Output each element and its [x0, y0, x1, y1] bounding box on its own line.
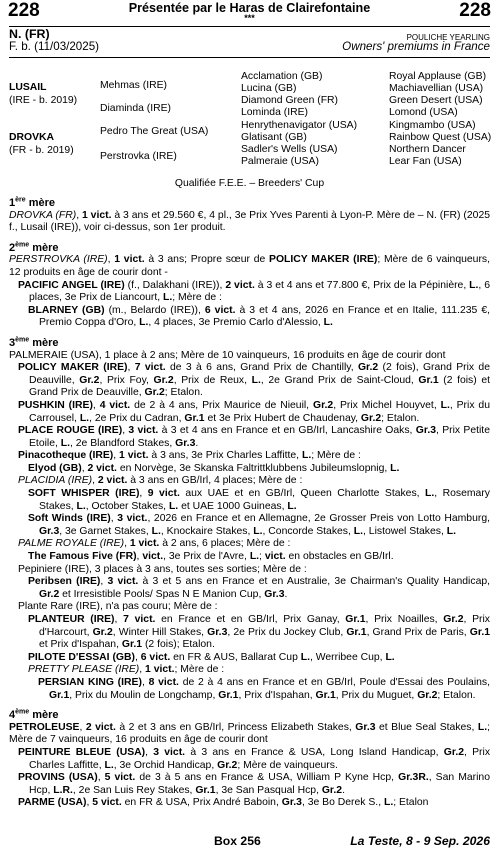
sire-info: (IRE - b. 2019) — [9, 95, 78, 106]
box-number: Box 256 — [214, 834, 261, 848]
ancestor-gen3: Glatisant (GB) — [241, 132, 307, 143]
produce-entry: Plante Rare (IRE), n'a pas couru; Mère de : — [18, 601, 218, 613]
horse-category: POULICHE YEARLING — [406, 33, 490, 42]
ancestor-gen4: Kingmambo (USA) — [389, 120, 476, 131]
grandparent: Mehmas (IRE) — [100, 80, 167, 91]
owners-premiums: Owners' premiums in France — [342, 40, 490, 53]
section-heading-1: 1ère mère — [9, 196, 55, 209]
fourth-dam-entry: PETROLEUSE, 2 vict. à 2 et 3 ans en GB/Irl, Princess Elizabeth Stakes, Gr.3 et Blue Seal Stakes, L.; Mère de 7 vainqueurs, 16 produits en âge de courir dont — [9, 721, 490, 746]
qualification: Qualifiée F.E.E. – Breeders' Cup — [174, 178, 325, 189]
ancestor-gen3: Lominda (IRE) — [241, 107, 308, 118]
produce-entry: PALME ROYALE (IRE), 1 vict. à 2 ans, 6 places; Mère de : — [18, 538, 291, 550]
third-dam-entry: PALMERAIE (USA), 1 place à 2 ans; Mère de 10 vainqueurs, 16 produits en âge de courir dont — [9, 349, 446, 361]
grandparent: Perstrovka (IRE) — [100, 151, 177, 162]
horse-name: N. (FR) — [9, 27, 50, 41]
ancestor-gen4: Royal Applause (GB) — [389, 71, 487, 82]
top-rule — [9, 26, 490, 27]
dam-info: (FR - b. 2019) — [9, 145, 74, 156]
ancestor-gen3: Sadler's Wells (USA) — [241, 144, 338, 155]
grandparent: Diaminda (IRE) — [100, 103, 172, 114]
produce-entry: PEINTURE BLEUE (USA), 3 vict. à 3 ans en France & USA, Long Island Handicap, Gr.2, Prix Charles Laffitte, L., 3e Orchid Handicap, Gr.2; Mère de vainqueurs. — [18, 746, 491, 771]
produce-entry: Pepiniere (IRE), 3 places à 3 ans, toutes ses sorties; Mère de : — [18, 563, 307, 575]
produce-entry: PUSHKIN (IRE), 4 vict. de 2 à 4 ans, Prix Maurice de Nieuil, Gr.2, Prix Michel Houyvet, L., Prix du Carrousel, L., 2e Prix du Cadran, Gr.1 et 3e Prix Hubert de Chaudenay, Gr.2; Etalon. — [18, 399, 490, 424]
sale-place-date: La Teste, 8 - 9 Sep. 2026 — [350, 834, 490, 848]
stars: *** — [244, 13, 255, 23]
section-heading-4: 4ème mère — [9, 708, 59, 722]
produce-entry: Soft Winds (IRE), 3 vict., 2026 en France et en Allemagne, 2e Grosser Preis von Lotto Hamburg, Gr.3, 3e Garnet Stakes, L., Knockaire Stakes, L., Concorde Stakes, L., Listowel Stakes, L. — [28, 513, 490, 537]
presenter: Présentée par le Haras de Clairefontaine — [128, 1, 371, 15]
produce-entry: POLICY MAKER (IRE), 7 vict. de 3 à 6 ans, Grand Prix de Chantilly, Gr.2 (2 fois), Grand Prix de Deauville, Gr.2, Prix Foy, Gr.2, Prix de Reux, L., 2e Grand Prix de Saint-Cloud, Gr.1 (2 fois) et Grand Prix de Deauville, Gr.2; Etalon. — [18, 362, 490, 399]
produce-entry: Pinacotheque (IRE), 1 vict. à 3 ans, 3e Prix Charles Laffitte, L.; Mère de : — [18, 450, 361, 462]
ancestor-gen3: Palmeraie (USA) — [241, 156, 319, 167]
dam-entry: DROVKA (FR), 1 vict. à 3 ans et 29.560 €, 4 pl., 3e Prix Yves Parenti à Lyon-P. Mère de – N. (FR) (2025 f., Lusail (IRE)), voir ci-dessus, son 1er produit. — [9, 209, 490, 234]
ancestor-gen3: Diamond Green (FR) — [241, 95, 339, 106]
ancestor-gen3: Henrythenavigator (USA) — [241, 120, 358, 131]
section-heading-3: 3ème mère — [9, 336, 59, 349]
dam-name: DROVKA — [9, 132, 55, 143]
grandparent: Pedro The Great (USA) — [100, 126, 209, 137]
produce-entry: Peribsen (IRE), 3 vict. à 3 et 5 ans en France et en Australie, 3e Chairman's Quality Handicap, Gr.2 et Irresistible Pools/ Spas N E Manion Cup, Gr.3. — [28, 576, 491, 600]
second-dam-entry: PERSTROVKA (IRE), 1 vict. à 3 ans; Propre sœur de POLICY MAKER (IRE); Mère de 6 vainqueurs, 12 produits en âge de courir dont - — [9, 254, 490, 278]
produce-entry: SOFT WHISPER (IRE), 9 vict. aux UAE et en GB/Irl, Queen Charlotte Stakes, L., Rosemary Stakes, L., October Stakes, L. et UAE 1000 Guineas, L. — [28, 488, 490, 512]
produce-entry: PERSIAN KING (IRE), 8 vict. de 2 à 4 ans en France et en GB/Irl, Poule d'Essai des Poulains, Gr.1, Prix du Moulin de Longchamp, Gr.1, Prix d'Ispahan, Gr.1, Prix du Muguet, Gr.2; Etalon. — [38, 676, 491, 701]
ancestor-gen4: Machiavellian (USA) — [389, 83, 484, 94]
produce-entry: PRETTY PLEASE (IRE), 1 vict.; Mère de : — [28, 664, 225, 676]
section-heading-2: 2ème mère — [9, 241, 59, 254]
horse-birth: F. b. (11/03/2025) — [9, 40, 100, 53]
pedigree-table — [9, 71, 490, 171]
ancestor-gen4: Lear Fan (USA) — [389, 156, 462, 167]
produce-entry: PACIFIC ANGEL (IRE) (f., Dalakhani (IRE)), 2 vict. à 3 et 4 ans et 77.800 €, Prix de la Pépinière, L., 6 places, 3e Prix de Liancourt, L.; Mère de : — [18, 279, 490, 304]
ancestor-gen4: Lomond (USA) — [389, 107, 458, 118]
produce-entry: PLACE ROUGE (IRE), 3 vict. à 3 et 4 ans en France et en GB/Irl, Lancashire Oaks, Gr.3, Prix Petite Etoile, L., 2e Blandford Stakes, Gr.3. — [18, 425, 490, 449]
ancestor-gen3: Acclamation (GB) — [241, 71, 323, 82]
produce-entry: PLANTEUR (IRE), 7 vict. en France et en GB/Irl, Prix Ganay, Gr.1, Prix Noailles, Gr.2, Prix d'Harcourt, Gr.2, Winter Hill Stakes, Gr.3, 2e Prix du Jockey Club, Gr.1, Grand Prix de Paris, Gr.1 et Prix d'Ispahan, Gr.1 (2 fois); Etalon. — [28, 614, 490, 651]
produce-entry: PILOTE D'ESSAI (GB), 6 vict. en FR & AUS, Ballarat Cup L., Werribee Cup, L. — [28, 651, 395, 663]
family-notes — [9, 197, 490, 810]
produce-entry: Elyod (GB), 2 vict. en Norvège, 3e Skanska Faltrittklubbens Jubileumslopnig, L. — [28, 462, 400, 474]
produce-entry: PROVINS (USA), 5 vict. de 3 à 5 ans en France & USA, William P Kyne Hcp, Gr.3R., San Marino Hcp, L.R., 2e San Luis Rey Stakes, Gr.1, 3e San Pasqual Hcp, Gr.2. — [18, 772, 490, 796]
produce-entry: PARME (USA), 5 vict. en FR & USA, Prix André Baboin, Gr.3, 3e Bo Derek S., L.; Etalon — [18, 797, 429, 809]
produce-entry: BLARNEY (GB) (m., Belardo (IRE)), 6 vict. à 3 et 4 ans, 2026 en France et en Italie, 111.235 €, Premio Coppa d'Oro, L., 4 places, 3e Premio Carlo d'Alessio, L. — [28, 304, 490, 329]
ancestor-gen4: Northern Dancer — [389, 144, 466, 155]
produce-entry: The Famous Five (FR), vict., 3e Prix de l'Avre, L.; vict. en obstacles en GB/Irl. — [28, 551, 394, 563]
ancestor-gen3: Lucina (GB) — [241, 83, 297, 94]
header-rule — [9, 57, 490, 58]
horse-header-line2 — [9, 41, 490, 55]
ancestor-gen4: Rainbow Quest (USA) — [389, 132, 492, 143]
sire-name: LUSAIL — [9, 82, 47, 93]
lot-number-left: 228 — [8, 0, 40, 21]
lot-number-right: 228 — [459, 0, 491, 21]
produce-entry: PLACIDIA (IRE), 2 vict. à 3 ans en GB/Irl, 4 places; Mère de : — [18, 475, 303, 487]
ancestor-gen4: Green Desert (USA) — [389, 95, 483, 106]
